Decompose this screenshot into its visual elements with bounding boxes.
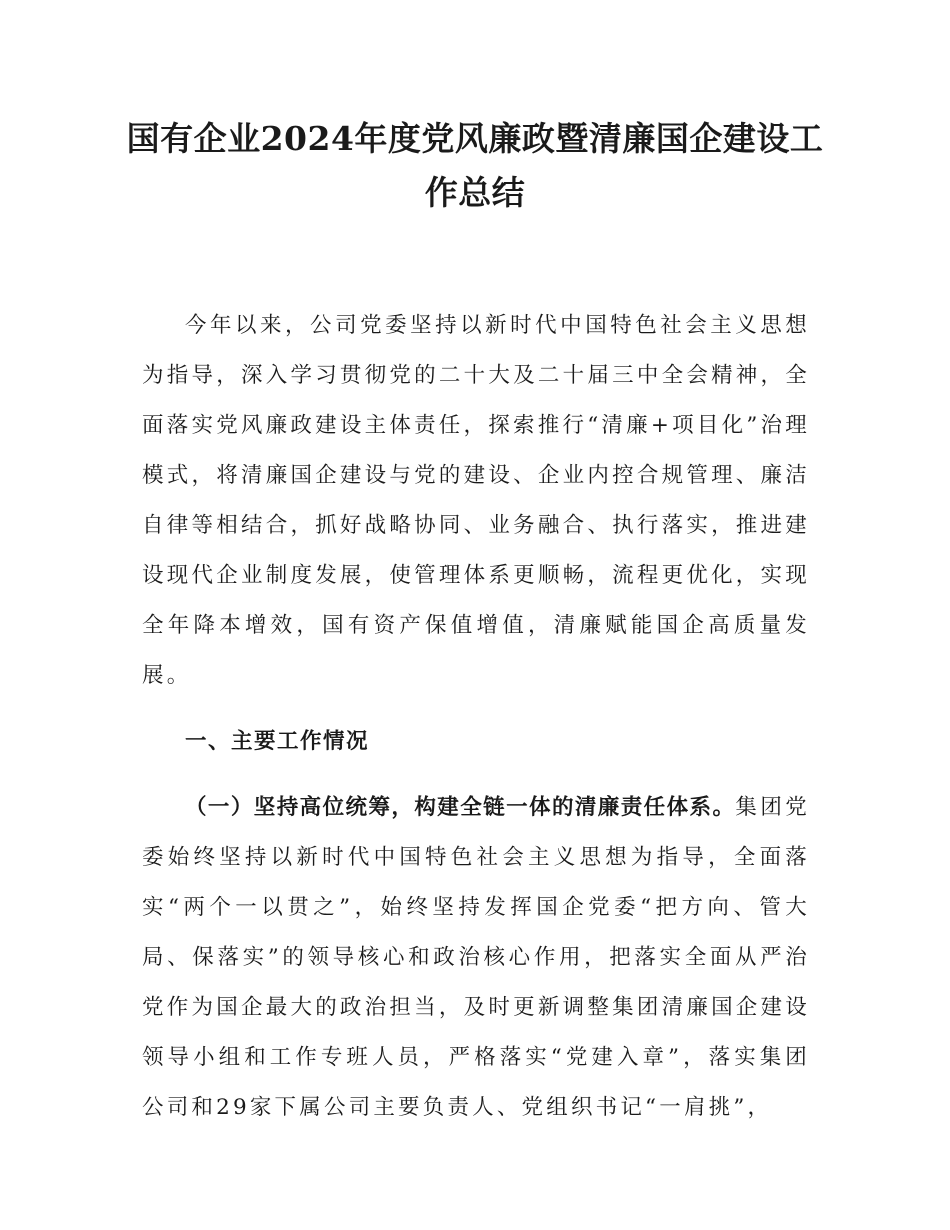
section-heading: 一、主要工作情况 xyxy=(185,729,370,754)
intro-paragraph: 今年以来，公司党委坚持以新时代中国特色社会主义思想为指导，深入学习贯彻党的二十大及二十届三中全会精神，全面落实党风廉政建设主体责任，探索推行“清廉+项目化”治理模式，将清廉国企建设与党的建设、企业内控合规管理、廉洁自律等相结合，抓好战略协同、业务融合、执行落实，推进建设现代企业制度发展，使管理体系更顺畅，流程更优化，实现全年降本增效，国有资产保值增值，清廉赋能国企高质量发展。 xyxy=(142,313,810,688)
document-body xyxy=(142,301,810,1133)
subsection-paragraph xyxy=(142,783,810,1133)
document-title: 国有企业2024年度党风廉政暨清廉国企建设工作总结 xyxy=(126,119,824,212)
subsection-text: 集团党委始终坚持以新时代中国特色社会主义思想为指导，全面落实“两个一以贯之”，始终坚持发挥国企党委“把方向、管大局、保落实”的领导核心和政治核心作用，把落实全面从严治党作为国企最大的政治担当，及时更新调整集团清廉国企建设领导小组和工作专班人员，严格落实“党建入章”，落实集团公司和29家下属公司主要负责人、党组织书记“一肩挑”， xyxy=(142,795,810,1120)
subsection-heading: （一）坚持高位统筹，构建全链一体的清廉责任体系。 xyxy=(185,795,736,820)
